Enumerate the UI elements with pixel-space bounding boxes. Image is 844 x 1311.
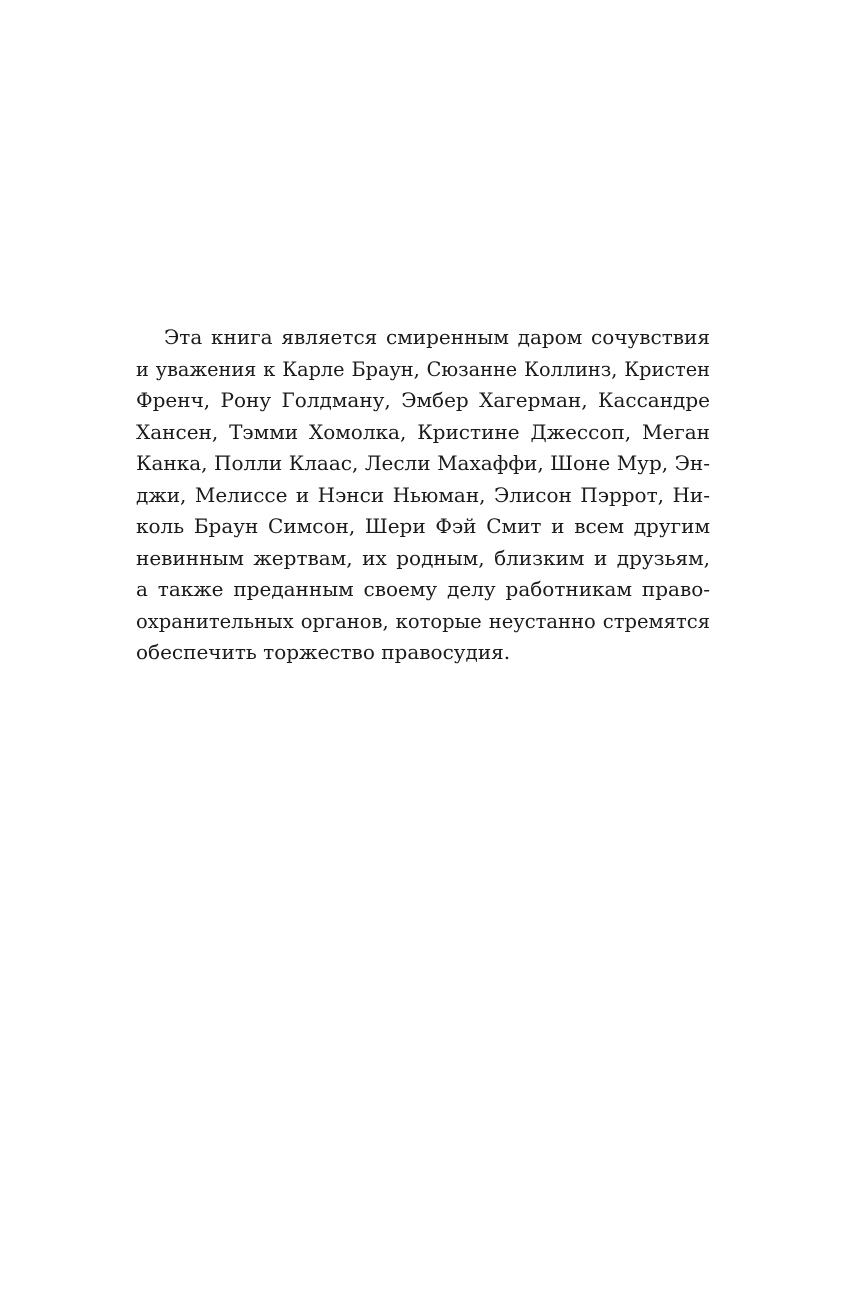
- dedication-line: а также преданным своему делу работникам право-: [136, 577, 710, 601]
- dedication-line: Френч, Рону Голдману, Эмбер Хагерман, Кассандре: [136, 388, 710, 412]
- dedication-line: Канка, Полли Клаас, Лесли Махаффи, Шоне Мур, Эн-: [136, 451, 710, 475]
- dedication-line: Хансен, Тэмми Хомолка, Кристине Джессоп, Меган: [136, 419, 710, 444]
- dedication-line: охранительных органов, которые неустанно стремятся: [136, 609, 710, 633]
- dedication-line: обеспечить торжество правосудия.: [136, 640, 511, 664]
- dedication-line: и уважения к Карле Браун, Сюзанне Коллинз, Кристен: [136, 357, 710, 381]
- dedication-paragraph: [136, 322, 710, 669]
- dedication-line: невинным жертвам, их родным, близким и друзьям,: [136, 545, 710, 570]
- dedication-line: Эта книга является смиренным даром сочувствия: [164, 325, 710, 349]
- dedication-line: коль Браун Симсон, Шери Фэй Смит и всем другим: [136, 514, 710, 538]
- dedication-line: джи, Мелиссе и Нэнси Ньюман, Элисон Пэррот, Ни-: [136, 482, 710, 507]
